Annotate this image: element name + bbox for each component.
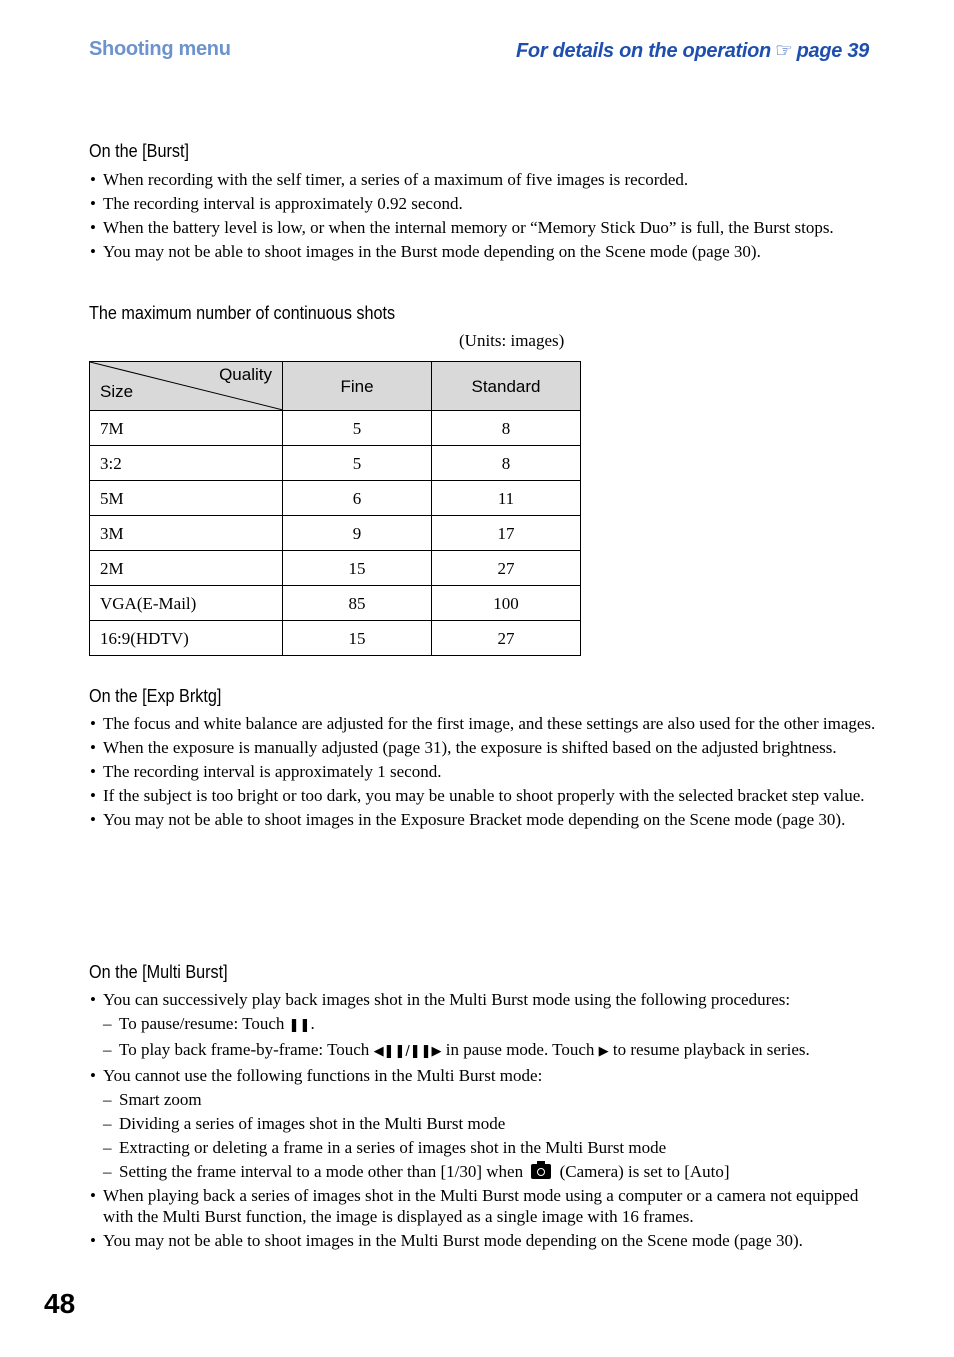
frame-interval-text-a: Setting the frame interval to a mode other than [1/30] when [119, 1162, 524, 1181]
standard-cell: 8 [432, 411, 581, 446]
size-cell: VGA(E-Mail) [90, 586, 283, 621]
max-shots-heading: The maximum number of continuous shots [89, 303, 396, 323]
corner-header-cell [90, 362, 283, 411]
standard-cell: 27 [432, 551, 581, 586]
list-item: • The recording interval is approximately 0.92 second. [89, 193, 879, 214]
details-page-link[interactable]: page 39 [796, 40, 869, 62]
standard-cell: 8 [432, 446, 581, 481]
details-reference [516, 38, 869, 63]
standard-header: Standard [432, 362, 581, 411]
standard-cell: 17 [432, 516, 581, 551]
table-header-row [90, 362, 581, 411]
list-item: – To pause/resume: Touch ❚❚. [103, 1013, 879, 1036]
frame-instruction-c: to resume playback in series. [612, 1040, 810, 1059]
burst-notes [89, 169, 879, 265]
multi-burst-notes [89, 989, 879, 1254]
units-note: (Units: images) [459, 331, 565, 350]
table-row [90, 446, 581, 481]
playback-procedures [103, 1013, 879, 1062]
burst-heading: On the [Burst] [89, 141, 189, 161]
list-item [89, 989, 879, 1062]
table-row [90, 586, 581, 621]
exp-brktg-heading: On the [Exp Brktg] [89, 686, 222, 706]
list-item: • When playing back a series of images shot in the Multi Burst mode using a computer or a camera not equipped with the Multi Burst function, the image is displayed as a single image with 16 frames. [89, 1185, 879, 1227]
size-label: Size [100, 382, 134, 401]
list-item [103, 1161, 879, 1182]
play-icon: ▶ [598, 1044, 609, 1059]
details-prefix: For details on the operation [516, 40, 771, 62]
table-row [90, 621, 581, 656]
unavailable-functions [103, 1089, 879, 1182]
fine-cell: 9 [283, 516, 432, 551]
fine-header: Fine [283, 362, 432, 411]
list-item: • When the battery level is low, or when the internal memory or “Memory Stick Duo” is full, the Burst stops. [89, 217, 879, 238]
frame-interval-text-b: (Camera) is set to [Auto] [559, 1162, 730, 1181]
page-number: 48 [44, 1288, 76, 1319]
standard-cell: 100 [432, 586, 581, 621]
camera-icon [531, 1164, 551, 1179]
section-title: Shooting menu [89, 38, 231, 60]
size-cell: 2M [90, 551, 283, 586]
table-row [90, 516, 581, 551]
list-item-text: You can successively play back images shot in the Multi Burst mode using the following procedures: [103, 990, 791, 1009]
fine-cell: 15 [283, 621, 432, 656]
list-item: • You may not be able to shoot images in the Burst mode depending on the Scene mode (page 30). [89, 241, 879, 262]
list-item: • If the subject is too bright or too dark, you may be unable to shoot properly with the selected bracket step value. [89, 785, 879, 806]
list-item: • You may not be able to shoot images in the Multi Burst mode depending on the Scene mode (page 30). [89, 1230, 879, 1251]
size-cell: 16:9(HDTV) [90, 621, 283, 656]
pause-icon: ❚❚ [288, 1018, 311, 1033]
frame-instruction-a: To play back frame-by-frame: Touch [119, 1040, 370, 1059]
table-row [90, 551, 581, 586]
size-cell: 3M [90, 516, 283, 551]
frame-instruction-b: in pause mode. Touch [445, 1040, 595, 1059]
quality-label: Quality [219, 365, 272, 384]
hand-pointer-icon: ☞ [774, 40, 793, 62]
list-item: – Extracting or deleting a frame in a series of images shot in the Multi Burst mode [103, 1137, 879, 1158]
table-row [90, 411, 581, 446]
fine-cell: 85 [283, 586, 432, 621]
list-item: • You may not be able to shoot images in the Exposure Bracket mode depending on the Scene mode (page 30). [89, 809, 879, 830]
list-item: • The recording interval is approximately 1 second. [89, 761, 879, 782]
standard-cell: 11 [432, 481, 581, 516]
standard-cell: 27 [432, 621, 581, 656]
size-cell: 7M [90, 411, 283, 446]
size-cell: 3:2 [90, 446, 283, 481]
list-item-text: You cannot use the following functions in the Multi Burst mode: [103, 1066, 543, 1085]
fine-cell: 6 [283, 481, 432, 516]
list-item: • When recording with the self timer, a series of a maximum of five images is recorded. [89, 169, 879, 190]
list-item [89, 1065, 879, 1182]
list-item: • When the exposure is manually adjusted (page 31), the exposure is shifted based on the adjusted brightness. [89, 737, 879, 758]
list-item: – Dividing a series of images shot in the Multi Burst mode [103, 1113, 879, 1134]
continuous-shots-table [89, 361, 581, 656]
frame-step-icon: ◀❚❚/❚❚▶ [373, 1044, 442, 1059]
size-cell: 5M [90, 481, 283, 516]
fine-cell: 5 [283, 446, 432, 481]
pause-instruction: To pause/resume: Touch [119, 1014, 285, 1033]
fine-cell: 5 [283, 411, 432, 446]
fine-cell: 15 [283, 551, 432, 586]
list-item [103, 1039, 879, 1062]
exp-brktg-notes [89, 713, 879, 833]
list-item: – Smart zoom [103, 1089, 879, 1110]
table-row [90, 481, 581, 516]
multi-burst-heading: On the [Multi Burst] [89, 962, 228, 982]
list-item: • The focus and white balance are adjusted for the first image, and these settings are also used for the other images. [89, 713, 879, 734]
